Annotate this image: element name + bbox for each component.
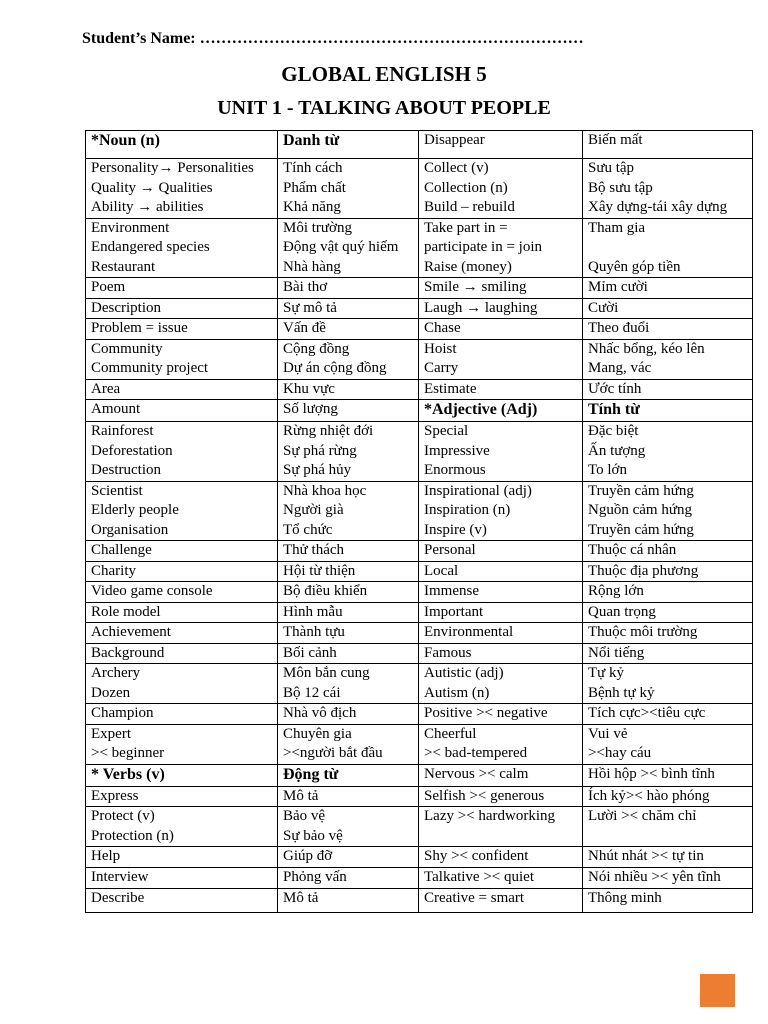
cell-vietnamese-term: Thuộc cá nhân [583, 541, 753, 562]
cell-vietnamese-term: Hội từ thiện [278, 561, 419, 582]
cell-vietnamese-term: Lười >< chăm chỉ [583, 807, 753, 847]
unit-subtitle: UNIT 1 - TALKING ABOUT PEOPLE [217, 97, 551, 119]
cell-vietnamese-term: Thông minh [583, 888, 753, 912]
cell-english-term: Inspirational (adj) Inspiration (n) Inspire (v) [419, 481, 583, 541]
cell-english-term: Personality→ Personalities Quality → Qualities Ability → abilities [86, 159, 278, 219]
cell-english-term: Archery Dozen [86, 664, 278, 704]
cell-vietnamese-term: Mô tả [278, 786, 419, 807]
cell-vietnamese-term: Nhà khoa học Người già Tổ chức [278, 481, 419, 541]
cell-english-term: Role model [86, 602, 278, 623]
cell-vietnamese-term: Bộ điều khiển [278, 582, 419, 603]
cell-vietnamese-term: Môi trường Động vật quý hiếm Nhà hàng [278, 218, 419, 278]
cell-english-term: Special Impressive Enormous [419, 422, 583, 482]
cell-english-term: *Adjective (Adj) [419, 400, 583, 422]
cell-english-term: Rainforest Deforestation Destruction [86, 422, 278, 482]
cell-vietnamese-term: Vui vẻ ><hay cáu [583, 724, 753, 764]
table-row [86, 807, 753, 847]
cell-vietnamese-term: Vấn đề [278, 319, 419, 340]
cell-vietnamese-term: Bối cảnh [278, 643, 419, 664]
cell-vietnamese-term: Bảo vệ Sự bảo vệ [278, 807, 419, 847]
cell-english-term: Immense [419, 582, 583, 603]
cell-english-term: * Verbs (v) [86, 764, 278, 786]
cell-english-term: Background [86, 643, 278, 664]
cell-vietnamese-term: Sự mô tả [278, 298, 419, 319]
cell-english-term: Important [419, 602, 583, 623]
cell-vietnamese-term: Ước tính [583, 379, 753, 400]
cell-english-term: Environment Endangered species Restaurant [86, 218, 278, 278]
cell-vietnamese-term: Tính từ [583, 400, 753, 422]
cell-vietnamese-term: Giúp đỡ [278, 847, 419, 868]
cell-vietnamese-term: Theo đuổi [583, 319, 753, 340]
cell-vietnamese-term: Số lượng [278, 400, 419, 422]
table-row [86, 724, 753, 764]
cell-vietnamese-term: Môn bắn cung Bộ 12 cái [278, 664, 419, 704]
cell-vietnamese-term: Thành tựu [278, 623, 419, 644]
cell-vietnamese-term: Quan trọng [583, 602, 753, 623]
student-name-line: Student’s Name: ……………………………………………………………… [82, 30, 584, 47]
cell-english-term: Laugh → laughing [419, 298, 583, 319]
cell-english-term: Challenge [86, 541, 278, 562]
table-row [86, 582, 753, 603]
table-row [86, 422, 753, 482]
cell-vietnamese-term: Sưu tập Bộ sưu tập Xây dựng-tái xây dựng [583, 159, 753, 219]
vocabulary-table [85, 130, 753, 913]
cell-vietnamese-term: Nhà vô địch [278, 704, 419, 725]
cell-vietnamese-term: Danh từ [278, 131, 419, 159]
cell-vietnamese-term: Tham gia Quyên góp tiền [583, 218, 753, 278]
cell-vietnamese-term: Nhấc bổng, kéo lên Mang, vác [583, 339, 753, 379]
cell-vietnamese-term: Nổi tiếng [583, 643, 753, 664]
cell-english-term: Protect (v) Protection (n) [86, 807, 278, 847]
table-row [86, 623, 753, 644]
table-row [86, 218, 753, 278]
table-row [86, 400, 753, 422]
cell-english-term: Chase [419, 319, 583, 340]
cell-vietnamese-term: Phỏng vấn [278, 868, 419, 889]
cell-vietnamese-term: Rừng nhiệt đới Sự phá rừng Sự phá hủy [278, 422, 419, 482]
cell-vietnamese-term: Tự kỷ Bệnh tự kỷ [583, 664, 753, 704]
cell-english-term: Video game console [86, 582, 278, 603]
orange-corner-marker [700, 974, 735, 1007]
table-row [86, 786, 753, 807]
cell-english-term: Charity [86, 561, 278, 582]
cell-vietnamese-term: Khu vực [278, 379, 419, 400]
table-row [86, 602, 753, 623]
cell-vietnamese-term: Bài thơ [278, 278, 419, 299]
cell-vietnamese-term: Tích cực><tiêu cực [583, 704, 753, 725]
table-row [86, 131, 753, 159]
cell-english-term: Problem = issue [86, 319, 278, 340]
cell-english-term: Achievement [86, 623, 278, 644]
table-row [86, 159, 753, 219]
cell-vietnamese-term: Chuyên gia ><người bắt đầu [278, 724, 419, 764]
cell-english-term: Talkative >< quiet [419, 868, 583, 889]
cell-english-term: Scientist Elderly people Organisation [86, 481, 278, 541]
cell-english-term: Take part in = participate in = join Raise (money) [419, 218, 583, 278]
table-row [86, 541, 753, 562]
cell-english-term: Help [86, 847, 278, 868]
cell-vietnamese-term: Nhút nhát >< tự tin [583, 847, 753, 868]
cell-vietnamese-term: Hồi hộp >< bình tĩnh [583, 764, 753, 786]
cell-english-term: Environmental [419, 623, 583, 644]
cell-vietnamese-term: Rộng lớn [583, 582, 753, 603]
cell-english-term: Famous [419, 643, 583, 664]
cell-vietnamese-term: Mô tả [278, 888, 419, 912]
cell-vietnamese-term: Thử thách [278, 541, 419, 562]
cell-vietnamese-term: Biến mất [583, 131, 753, 159]
table-row [86, 298, 753, 319]
cell-english-term: Amount [86, 400, 278, 422]
cell-vietnamese-term: Ích kỷ>< hào phóng [583, 786, 753, 807]
cell-vietnamese-term: Thuộc môi trường [583, 623, 753, 644]
cell-english-term: Personal [419, 541, 583, 562]
document-title: GLOBAL ENGLISH 5 [281, 62, 487, 86]
table-row [86, 319, 753, 340]
cell-english-term: Community Community project [86, 339, 278, 379]
table-row [86, 561, 753, 582]
cell-english-term: Cheerful >< bad-tempered [419, 724, 583, 764]
cell-english-term: Local [419, 561, 583, 582]
cell-english-term: Selfish >< generous [419, 786, 583, 807]
cell-vietnamese-term: Tính cách Phẩm chất Khả năng [278, 159, 419, 219]
cell-english-term: Positive >< negative [419, 704, 583, 725]
table-row [86, 379, 753, 400]
cell-english-term: Champion [86, 704, 278, 725]
cell-english-term: Creative = smart [419, 888, 583, 912]
cell-vietnamese-term: Mỉm cười [583, 278, 753, 299]
table-row [86, 664, 753, 704]
cell-english-term: Describe [86, 888, 278, 912]
table-row [86, 764, 753, 786]
cell-english-term: Collect (v) Collection (n) Build – rebuild [419, 159, 583, 219]
cell-english-term: Shy >< confident [419, 847, 583, 868]
cell-english-term: Poem [86, 278, 278, 299]
cell-english-term: Hoist Carry [419, 339, 583, 379]
table-row [86, 847, 753, 868]
cell-english-term: *Noun (n) [86, 131, 278, 159]
cell-english-term: Nervous >< calm [419, 764, 583, 786]
cell-english-term: Smile → smiling [419, 278, 583, 299]
table-row [86, 868, 753, 889]
cell-vietnamese-term: Đặc biệt Ấn tượng To lớn [583, 422, 753, 482]
cell-english-term: Area [86, 379, 278, 400]
cell-vietnamese-term: Động từ [278, 764, 419, 786]
table-row [86, 704, 753, 725]
cell-english-term: Disappear [419, 131, 583, 159]
cell-english-term: Description [86, 298, 278, 319]
cell-vietnamese-term: Nói nhiều >< yên tĩnh [583, 868, 753, 889]
cell-vietnamese-term: Truyền cảm hứng Nguồn cảm hứng Truyền cảm hứng [583, 481, 753, 541]
table-row [86, 481, 753, 541]
table-row [86, 643, 753, 664]
table-row [86, 888, 753, 912]
table-row [86, 278, 753, 299]
cell-vietnamese-term: Cộng đồng Dự án cộng đồng [278, 339, 419, 379]
cell-vietnamese-term: Hình mẫu [278, 602, 419, 623]
cell-english-term: Expert >< beginner [86, 724, 278, 764]
cell-english-term: Interview [86, 868, 278, 889]
cell-english-term: Estimate [419, 379, 583, 400]
cell-vietnamese-term: Cười [583, 298, 753, 319]
cell-vietnamese-term: Thuộc địa phương [583, 561, 753, 582]
cell-english-term: Autistic (adj) Autism (n) [419, 664, 583, 704]
table-row [86, 339, 753, 379]
cell-english-term: Express [86, 786, 278, 807]
cell-english-term: Lazy >< hardworking [419, 807, 583, 847]
